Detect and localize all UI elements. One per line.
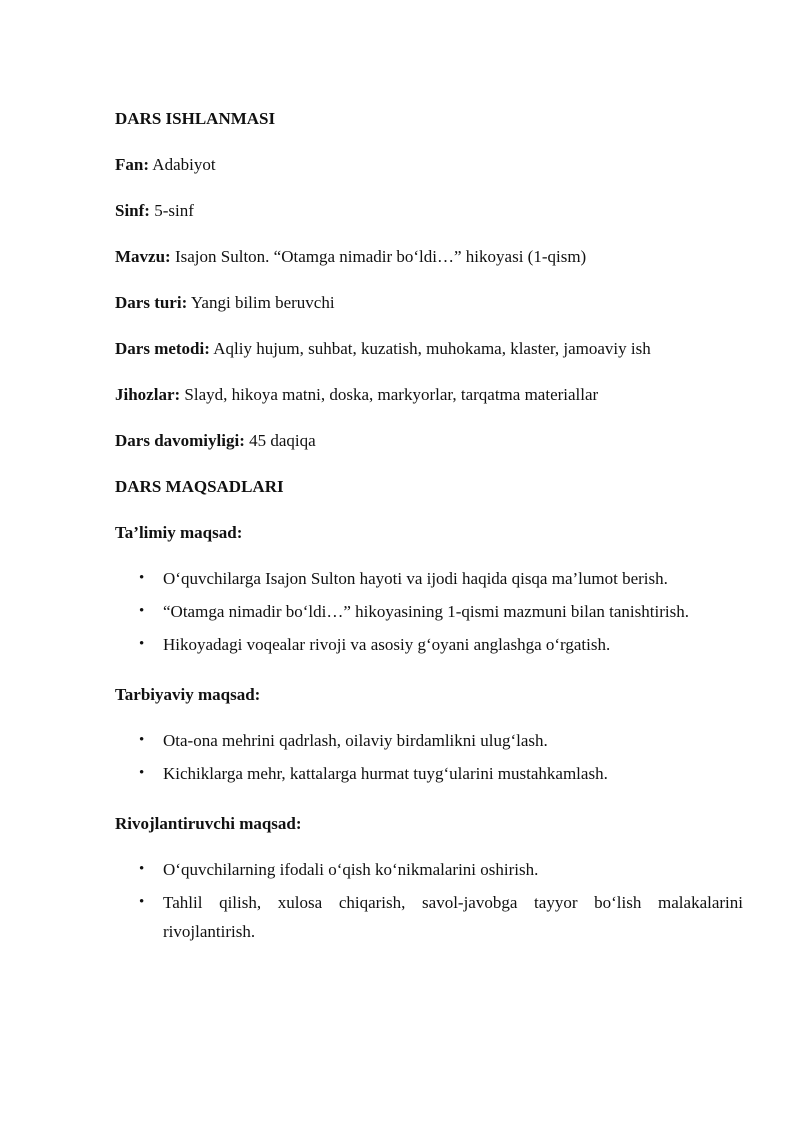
list-item-text: Ota-ona mehrini qadrlash, oilaviy birdamlikni ulug‘lash. [163, 731, 548, 750]
bullet-icon: • [139, 636, 145, 652]
list-item-text: O‘quvchilarning ifodali o‘qish ko‘nikmalarini oshirish. [163, 860, 539, 879]
section-tarbiyaviy [115, 684, 743, 788]
field-value: Slayd, hikoya matni, doska, markyorlar, tarqatma materiallar [180, 385, 599, 404]
field-sinf [115, 200, 743, 222]
lesson-info-fields [115, 154, 743, 452]
section-heading: Ta’limiy maqsad: [115, 523, 243, 542]
bullet-icon: • [139, 603, 145, 619]
field-label: Dars davomiyligi: [115, 431, 245, 450]
field-label: Sinf: [115, 201, 150, 220]
field-label: Dars metodi: [115, 339, 210, 358]
list-item [115, 597, 743, 626]
bullet-icon: • [139, 570, 145, 586]
bullet-icon: • [139, 861, 145, 877]
bullet-list [115, 726, 743, 788]
field-fan [115, 154, 743, 176]
section-heading: Rivojlantiruvchi maqsad: [115, 814, 302, 833]
objectives-heading: DARS MAQSADLARI [115, 477, 284, 496]
list-item-text: “Otamga nimadir bo‘ldi…” hikoyasining 1-qismi mazmuni bilan tanishtirish. [163, 602, 689, 621]
list-item [115, 759, 743, 788]
field-value: Isajon Sulton. “Otamga nimadir bo‘ldi…” hikoyasi (1-qism) [170, 247, 587, 266]
list-item-text: O‘quvchilarga Isajon Sulton hayoti va ijodi haqida qisqa ma’lumot berish. [163, 569, 668, 588]
field-label: Mavzu: [115, 247, 171, 266]
field-dars-turi [115, 292, 743, 314]
bullet-icon: • [139, 894, 145, 910]
bullet-icon: • [139, 765, 145, 781]
field-dars-metodi [115, 338, 743, 360]
bullet-list [115, 855, 743, 946]
field-value: 45 daqiqa [244, 431, 316, 450]
bullet-icon: • [139, 732, 145, 748]
field-dars-davomiyligi [115, 430, 743, 452]
list-item [115, 630, 743, 659]
document-title: DARS ISHLANMASI [115, 109, 276, 128]
section-rivojlantiruvchi [115, 813, 743, 946]
field-value: Adabiyot [149, 155, 216, 174]
list-item [115, 564, 743, 593]
field-label: Jihozlar: [115, 385, 181, 404]
field-mavzu [115, 246, 743, 268]
bullet-list [115, 564, 743, 659]
field-label: Dars turi: [115, 293, 188, 312]
list-item-text: Kichiklarga mehr, kattalarga hurmat tuyg‘ularini mustahkamlash. [163, 764, 608, 783]
list-item [115, 888, 743, 946]
document-content [115, 108, 743, 971]
field-jihozlar [115, 384, 743, 406]
section-talimiy [115, 522, 743, 659]
list-item [115, 855, 743, 884]
section-heading: Tarbiyaviy maqsad: [115, 685, 261, 704]
field-label: Fan: [115, 155, 149, 174]
field-value: Yangi bilim beruvchi [187, 293, 335, 312]
field-value: Aqliy hujum, suhbat, kuzatish, muhokama, klaster, jamoaviy ish [209, 339, 651, 358]
list-item-text: Hikoyadagi voqealar rivoji va asosiy g‘oyani anglashga o‘rgatish. [163, 635, 611, 654]
list-item [115, 726, 743, 755]
list-item-text: Tahlil qilish, xulosa chiqarish, savol-javobga tayyor bo‘lish malakalarini rivojlantirish. [163, 893, 743, 941]
field-value: 5-sinf [149, 201, 194, 220]
